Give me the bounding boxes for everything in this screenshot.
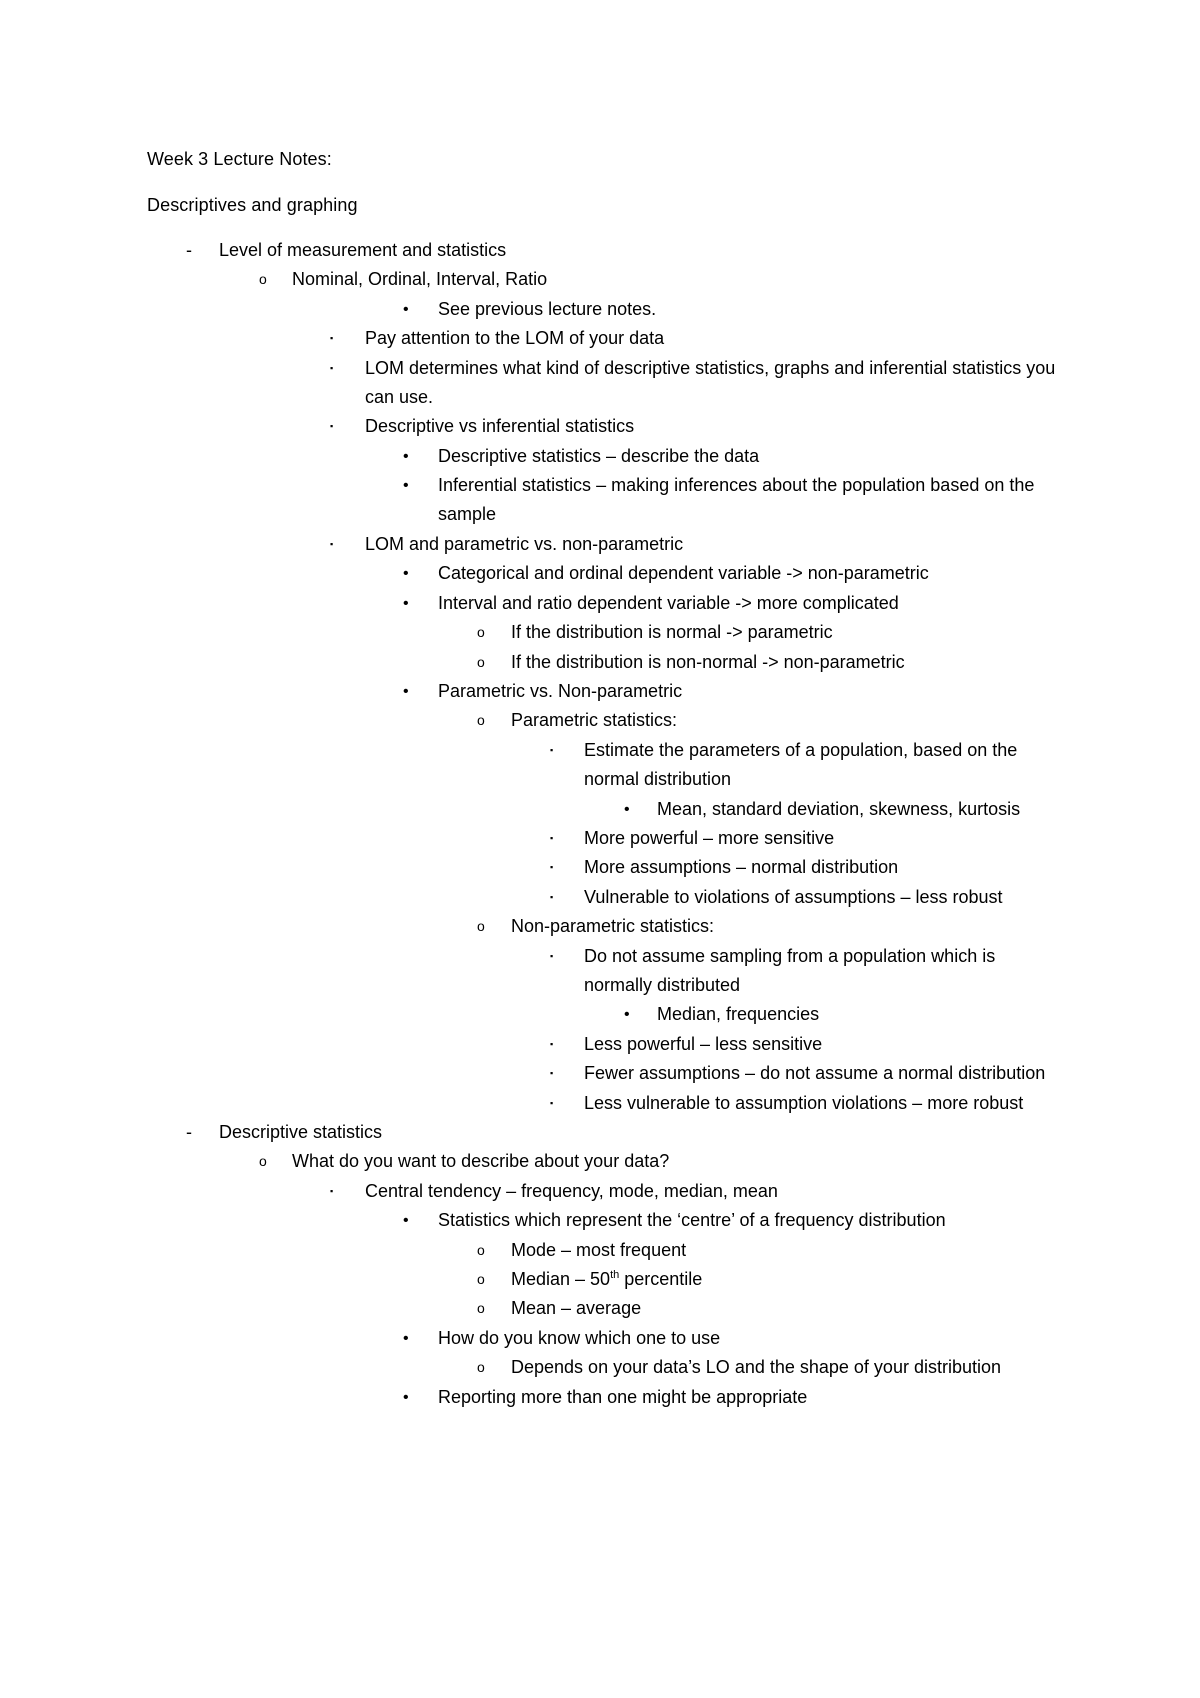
list-item-text [292, 1147, 1060, 1176]
list-bullet-icon: • [624, 800, 630, 818]
list-item-text [365, 530, 1060, 559]
list-item-text-main: LOM determines what kind of descriptive statistics, graphs and inferential statistics you can use. [365, 357, 1056, 407]
list-item [0, 559, 1200, 588]
list-bullet-icon: • [403, 565, 409, 583]
list-item [0, 530, 1200, 559]
list-bullet-icon: • [403, 594, 409, 612]
list-item-text [584, 853, 1060, 882]
list-item-text-main: See previous lecture notes. [438, 298, 657, 319]
list-bullet-icon: ▪ [550, 1038, 554, 1049]
list-item [0, 1147, 1200, 1176]
list-item-text-main: Less powerful – less sensitive [584, 1033, 823, 1054]
list-item-text [438, 559, 1060, 588]
list-bullet-icon: o [477, 624, 485, 641]
list-item-text [584, 1089, 1060, 1118]
list-bullet-icon: o [477, 1359, 485, 1376]
list-bullet-icon: ▪ [550, 1068, 554, 1079]
list-item-text-main: Interval and ratio dependent variable -> more complicated [438, 592, 899, 613]
list-item-text [438, 471, 1060, 529]
list-item-text [657, 1000, 1060, 1029]
list-bullet-icon: • [403, 1388, 409, 1406]
list-item [0, 1000, 1200, 1029]
list-item-text-main: Descriptive statistics [219, 1122, 383, 1142]
list-bullet-icon: • [403, 1329, 409, 1347]
list-item-text-main: If the distribution is non-normal -> non-parametric [511, 651, 905, 672]
list-bullet-icon: o [259, 1153, 267, 1170]
list-item-text [365, 412, 1060, 441]
list-bullet-icon: o [477, 1300, 485, 1317]
list-item [0, 1383, 1200, 1412]
list-item [0, 736, 1200, 789]
list-bullet-icon: o [477, 653, 485, 670]
list-item-text-main: Non-parametric statistics: [511, 916, 715, 937]
list-item-text [438, 1206, 1060, 1235]
list-item [0, 824, 1200, 853]
list-item-text-main: How do you know which one to use [438, 1327, 721, 1348]
list-item [0, 1236, 1200, 1265]
list-bullet-icon: o [477, 1271, 485, 1287]
list-item-text-main: Median, frequencies [657, 1004, 820, 1025]
list-item-text [584, 942, 1060, 1000]
list-item [0, 706, 1200, 735]
list-item [0, 236, 1200, 265]
list-item-text [511, 1265, 1060, 1294]
list-item [0, 1177, 1200, 1206]
list-bullet-icon: ▪ [330, 539, 334, 549]
superscript: th [610, 1269, 620, 1281]
list-item-text [511, 1236, 1060, 1265]
list-item-text-main: Inferential statistics – making inferences about the population based on the sample [438, 475, 1035, 525]
list-item-text [365, 324, 1060, 353]
list-item [0, 795, 1200, 824]
list-item [0, 589, 1200, 618]
list-item-text-main: Level of measurement and statistics [219, 240, 507, 260]
list-bullet-icon: o [477, 918, 485, 935]
list-item [0, 265, 1200, 294]
list-item [0, 912, 1200, 941]
list-item-text [511, 648, 1060, 677]
list-item-text [438, 1383, 1060, 1412]
list-bullet-icon: ▪ [550, 744, 554, 755]
list-item-text-main: Fewer assumptions – do not assume a normal distribution [584, 1063, 1046, 1084]
list-item-text [365, 354, 1060, 412]
list-bullet-icon: ▪ [550, 950, 554, 961]
list-item [0, 412, 1200, 441]
list-item-text-main: Parametric statistics: [511, 710, 678, 731]
list-bullet-icon: • [403, 683, 409, 700]
list-item-text-main: Do not assume sampling from a population which is normally distributed [584, 945, 996, 995]
list-bullet-icon: ▪ [330, 333, 334, 344]
list-item-text [584, 883, 1060, 912]
list-bullet-icon: o [259, 271, 267, 288]
list-bullet-icon: ▪ [550, 1097, 554, 1108]
list-item-text [511, 1353, 1060, 1382]
list-item-text [657, 795, 1060, 824]
list-item-text-main: Descriptive vs inferential statistics [365, 416, 635, 437]
list-item-text [219, 236, 1060, 265]
list-item [0, 1206, 1200, 1235]
list-item-text-main: Estimate the parameters of a population, based on the normal distribution [584, 739, 1018, 789]
list-bullet-icon: • [403, 1212, 409, 1230]
list-bullet-icon: ▪ [550, 891, 554, 902]
list-item-text-main: Less vulnerable to assumption violations – more robust [584, 1092, 1024, 1113]
list-item-text-main: Categorical and ordinal dependent variable -> non-parametric [438, 563, 929, 584]
list-bullet-icon: - [186, 240, 192, 260]
list-item-text-suffix: percentile [619, 1269, 703, 1289]
list-item-text-main: Vulnerable to violations of assumptions – less robust [584, 886, 1003, 907]
list-bullet-icon: ▪ [550, 833, 554, 843]
list-item-text [438, 589, 1060, 618]
list-item-text-main: LOM and parametric vs. non-parametric [365, 534, 684, 554]
list-item [0, 295, 1200, 324]
list-item-text [292, 265, 1060, 294]
list-item-text [511, 706, 1060, 735]
list-item-text-main: Mean, standard deviation, skewness, kurtosis [657, 798, 1021, 819]
list-item-text [219, 1118, 1060, 1147]
list-item [0, 1059, 1200, 1088]
list-item-text-main: More powerful – more sensitive [584, 828, 835, 848]
list-item [0, 942, 1200, 995]
list-bullet-icon: ▪ [330, 362, 334, 373]
list-item-text [584, 736, 1060, 794]
list-bullet-icon: ▪ [550, 862, 554, 873]
list-item [0, 354, 1200, 407]
list-item-text [584, 1030, 1060, 1059]
list-item [0, 324, 1200, 353]
list-item [0, 1118, 1200, 1147]
list-item-text-main: More assumptions – normal distribution [584, 857, 899, 878]
list-item-text-main: Mode – most frequent [511, 1239, 687, 1260]
document-title: Week 3 Lecture Notes: [147, 149, 332, 169]
list-item-text [511, 912, 1060, 941]
list-bullet-icon: ▪ [330, 421, 334, 432]
document-subtitle: Descriptives and graphing [147, 195, 358, 215]
list-item [0, 618, 1200, 647]
list-bullet-icon: o [477, 712, 485, 729]
list-item [0, 1265, 1200, 1294]
list-item-text [511, 1294, 1060, 1323]
list-bullet-icon: • [403, 447, 409, 465]
list-item [0, 648, 1200, 677]
list-item-text-main: Nominal, Ordinal, Interval, Ratio [292, 269, 548, 290]
list-item-text-main: Depends on your data’s LO and the shape of your distribution [511, 1357, 1001, 1378]
list-item-text [438, 1324, 1060, 1353]
list-item-text-main: Parametric vs. Non-parametric [438, 681, 683, 701]
list-item [0, 471, 1200, 525]
list-bullet-icon: o [477, 1241, 485, 1258]
list-item-text [438, 442, 1060, 471]
list-item-text [584, 824, 1060, 853]
list-item [0, 677, 1200, 706]
list-item-text [511, 618, 1060, 647]
list-item-text-main: What do you want to describe about your data? [292, 1151, 670, 1172]
list-bullet-icon: ▪ [330, 1185, 334, 1196]
list-item-text-main: Descriptive statistics – describe the data [438, 445, 760, 466]
list-item [0, 442, 1200, 471]
list-item [0, 1353, 1200, 1382]
list-item-text-main: Central tendency – frequency, mode, median, mean [365, 1180, 778, 1201]
list-bullet-icon: • [403, 300, 409, 318]
list-item-text-main: If the distribution is normal -> parametric [511, 622, 833, 643]
list-item [0, 1294, 1200, 1323]
list-item-text-main: Median – 50 [511, 1269, 611, 1289]
list-item-text [365, 1177, 1060, 1206]
list-bullet-icon: - [186, 1122, 192, 1142]
list-item [0, 1030, 1200, 1059]
list-item-text [438, 295, 1060, 324]
list-bullet-icon: • [403, 477, 409, 495]
list-item [0, 1324, 1200, 1353]
list-item-text-main: Mean – average [511, 1298, 642, 1319]
list-item-text [584, 1059, 1060, 1088]
list-item [0, 1089, 1200, 1118]
list-bullet-icon: • [624, 1006, 630, 1024]
list-item [0, 853, 1200, 882]
list-item [0, 883, 1200, 912]
list-item-text-main: Statistics which represent the ‘centre’ of a frequency distribution [438, 1210, 946, 1231]
list-item-text-main: Reporting more than one might be appropriate [438, 1386, 808, 1407]
list-item-text [438, 677, 1060, 706]
list-item-text-main: Pay attention to the LOM of your data [365, 328, 665, 349]
